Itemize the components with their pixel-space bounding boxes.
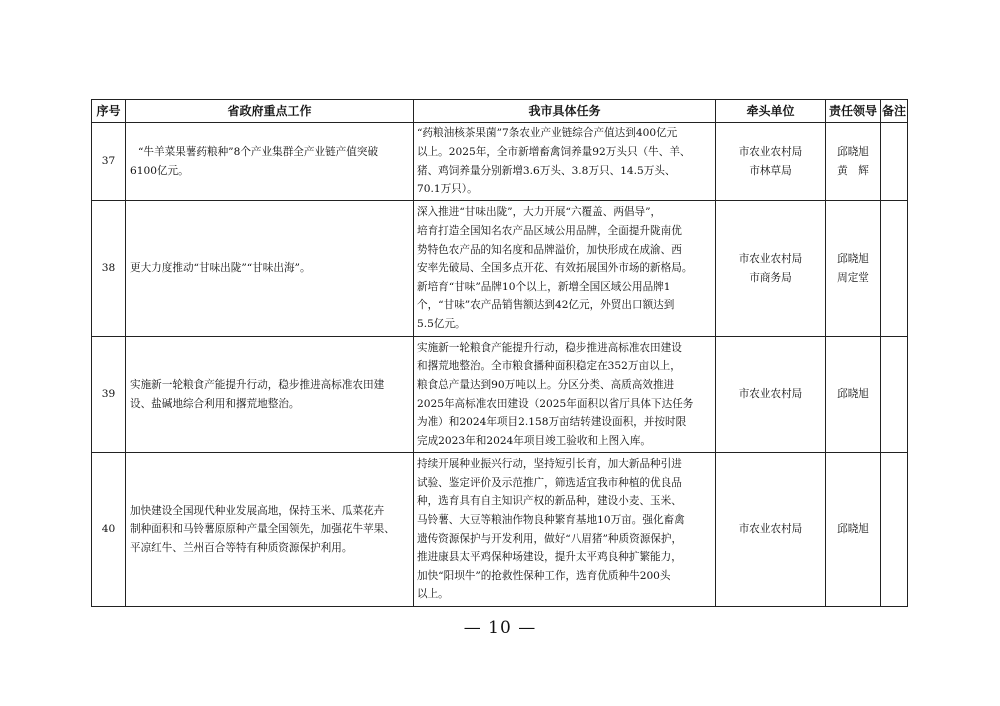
task-line: 70.1万只）。 [417,183,478,196]
task-line: 以上。2025年，全市新增畜禽饲养量92万头只（牛、羊、 [417,145,691,158]
unit-line: 市农业农村局 [738,252,803,265]
task-line: 个，“甘味”农产品销售额达到42亿元，外贸出口额达到 [417,299,675,312]
row-seq: 39 [92,337,126,453]
task-line: 完成2023年和2024年项目竣工验收和上图入库。 [417,434,652,447]
row-seq: 38 [92,201,126,337]
work-line: 加快建设全国现代种业发展高地，保持玉米、瓜菜花卉 [130,504,385,517]
task-line: 和撂荒地整治。全市粮食播种面积稳定在352万亩以上， [417,360,681,373]
unit-line: 市商务局 [749,271,792,284]
task-line: 试验、鉴定评价及示范推广，筛选适宜我市种植的优良品 [417,476,682,489]
task-line: 安率先破局、全国多点开花、有效拓展国外市场的新格局。 [417,262,693,275]
task-line: 新培育“甘味”品牌10个以上，新增全国区域公用品牌1 [417,280,671,293]
unit-line: 市农业农村局 [738,145,803,158]
row-task [414,201,716,337]
row-leader [826,337,881,453]
row-leader [826,123,881,201]
row-task [414,337,716,453]
leader-line: 黄 辉 [837,164,869,177]
header-work: 省政府重点工作 [126,100,414,123]
unit-line: 市农业农村局 [738,388,803,401]
row-task [414,123,716,201]
task-line: 培育打造全国知名农产品区域公用品牌，全面提升陇南优 [417,225,682,238]
table-row [92,201,908,337]
task-line: “药粮油核茶果菌”7条农业产业链综合产值达到400亿元 [417,127,678,140]
unit-line: 市农业农村局 [738,523,803,536]
work-line: 实施新一轮粮食产能提升行动，稳步推进高标准农田建 [130,378,385,391]
row-note [881,201,908,337]
leader-line: 邱晓旭 [837,145,869,158]
work-line: “牛羊菜果薯药粮种”8个产业集群全产业链产值突破 [138,145,379,158]
table-row [92,337,908,453]
row-leader [826,453,881,607]
task-line: 实施新一轮粮食产能提升行动，稳步推进高标准农田建设 [417,341,682,354]
leader-line: 邱晓旭 [837,252,869,265]
task-line: 深入推进“甘味出陇”，大力开展“六覆盖、两倡导”， [417,206,662,219]
task-line: 遗传资源保护与开发利用，做好“八眉猪”种质资源保护， [417,532,683,545]
task-line: 马铃薯、大豆等粮油作物良种繁育基地10万亩。强化畜禽 [417,513,685,526]
task-line: 势特色农产品的知名度和品牌溢价，加快形成在成渝、西 [417,243,682,256]
row-unit [716,337,826,453]
task-line: 加快“阳坝牛”的抢救性保种工作，选育优质种牛200头 [417,569,671,582]
row-unit [716,123,826,201]
header-unit: 牵头单位 [716,100,826,123]
leader-line: 邱晓旭 [837,388,869,401]
row-task [414,453,716,607]
row-seq: 40 [92,453,126,607]
work-line: 6100亿元。 [130,164,189,177]
task-line: 种，选育具有自主知识产权的新品种，建设小麦、玉米、 [417,495,682,508]
row-work [126,201,414,337]
work-line: 设、盐碱地综合利用和撂荒地整治。 [130,397,300,410]
work-line: 平凉红牛、兰州百合等特有种质资源保护利用。 [130,541,353,554]
row-unit [716,201,826,337]
unit-line: 市林草局 [749,164,792,177]
header-task: 我市具体任务 [414,100,716,123]
leader-line: 周定堂 [837,271,869,284]
row-seq: 37 [92,123,126,201]
leader-line: 邱晓旭 [837,523,869,536]
header-row [92,100,908,123]
task-line: 为准）和2024年项目2.158万亩结转建设面积，并按时限 [417,416,687,429]
task-table [91,99,908,607]
header-note: 备注 [881,100,908,123]
task-line: 2025年高标准农田建设（2025年面积以省厅具体下达任务 [417,397,694,410]
header-leader: 责任领导 [826,100,881,123]
task-line: 以上。 [417,588,449,601]
task-line: 推进康县太平鸡保种场建设，提升太平鸡良种扩繁能力， [417,551,682,564]
task-line: 猪、鸡饲养量分别新增3.6万头、3.8万只、14.5万头、 [417,164,676,177]
row-note [881,123,908,201]
task-line: 持续开展种业振兴行动，坚持短引长育，加大新品种引进 [417,458,682,471]
row-note [881,337,908,453]
row-leader [826,201,881,337]
row-note [881,453,908,607]
row-work [126,453,414,607]
header-seq: 序号 [92,100,126,123]
table-row [92,453,908,607]
row-unit [716,453,826,607]
task-line: 5.5亿元。 [417,317,466,330]
table-row [92,123,908,201]
page-number: — 10 — [463,618,537,638]
row-work [126,337,414,453]
work-line: 更大力度推动“甘味出陇”“甘味出海”。 [130,262,311,275]
task-line: 粮食总产量达到90万吨以上。分区分类、高质高效推进 [417,378,675,391]
work-line: 制种面积和马铃薯原原种产量全国领先，加强花牛苹果、 [130,523,395,536]
row-work [126,123,414,201]
